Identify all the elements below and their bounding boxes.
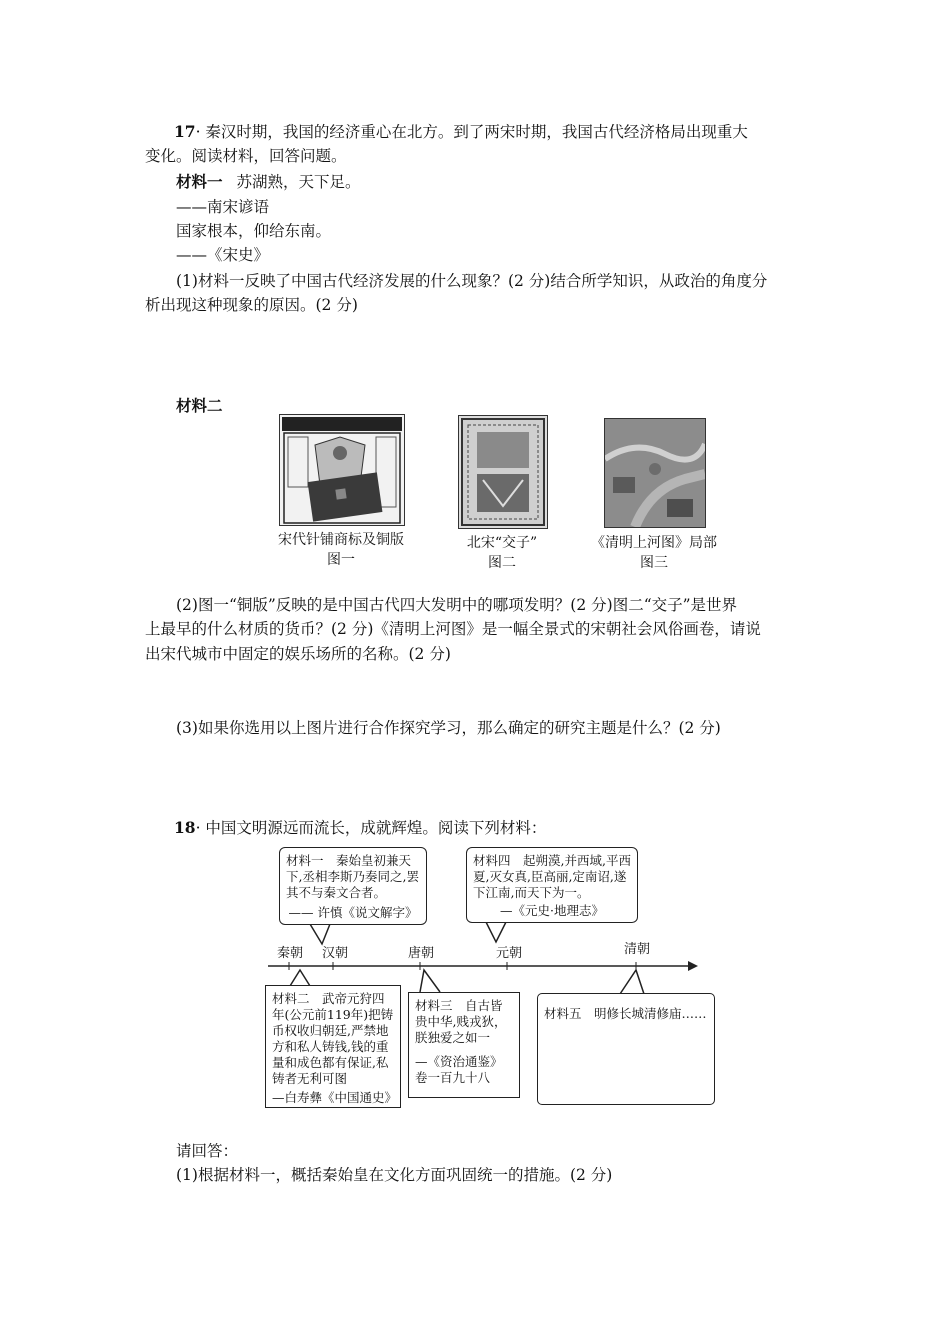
- q17-sub2-line1: (2)图一“铜版”反映的是中国古代四大发明中的哪项发明？(2 分)图二“交子”是世界: [176, 596, 738, 614]
- q18-number: 18: [174, 818, 196, 837]
- q18-stem-text: · 中国文明源远而流长，成就辉煌。阅读下列材料：: [195, 819, 547, 837]
- material1-source2: ——《宋史》: [176, 246, 270, 264]
- box1-pointer: [310, 924, 330, 944]
- figure1-caption: 宋代针铺商标及铜版: [278, 532, 404, 548]
- q17-sub2-line2: 上最早的什么材质的货币？(2 分)《清明上河图》是一幅全景式的宋朝社会风俗画卷，请说: [145, 620, 761, 638]
- material-box-5: [537, 993, 715, 1105]
- timeline-arrow: [688, 961, 698, 971]
- box1-source: —— 许慎《说文解字》: [288, 905, 418, 920]
- figure2-label: 图二: [488, 555, 516, 571]
- material-box-1: [279, 847, 427, 925]
- dynasty-qing: 清朝: [624, 942, 651, 957]
- q18-sub1: (1)根据材料一，概括秦始皇在文化方面巩固统一的措施。(2 分): [176, 1166, 613, 1184]
- box3-text: 材料三 自古皆贵中华,贱戎狄，朕独爱之如一: [415, 998, 507, 1045]
- box2-pointer: [290, 970, 310, 986]
- figure3-caption: 《清明上河图》局部: [591, 535, 717, 551]
- material-box-3: [408, 992, 520, 1098]
- material1-text2: 国家根本，仰给东南。: [176, 222, 332, 240]
- box2-text: 材料二 武帝元狩四年(公元前119年)把铸币权收归朝廷,严禁地方和私人铸钱,钱的重量和成色都有保证,私铸者无利可图: [272, 991, 394, 1086]
- box4-source: —《元史·地理志》: [500, 903, 604, 918]
- dynasty-han: 汉朝: [322, 946, 349, 961]
- q17-sub3: (3)如果你选用以上图片进行合作探究学习，那么确定的研究主题是什么？(2 分): [176, 719, 721, 737]
- dynasty-tang: 唐朝: [408, 946, 435, 961]
- dynasty-qin: 秦朝: [277, 946, 304, 961]
- q18-ask: 请回答：: [176, 1142, 239, 1160]
- box4-pointer: [486, 922, 506, 942]
- q17-stem-text: · 秦汉时期，我国的经济重心在北方。到了两宋时期，我国古代经济格局出现重大: [195, 123, 748, 141]
- q17-sub1-line2: 析出现这种现象的原因。(2 分): [145, 296, 358, 314]
- box5-text: 材料五 明修长城清修庙……: [544, 1006, 707, 1021]
- box1-text: 材料一 秦始皇初兼天下,丞相李斯乃奏同之,罢其不与秦文合者。: [286, 853, 419, 900]
- figure1-label: 图一: [327, 552, 355, 568]
- figure2-caption: 北宋“交子”: [466, 535, 538, 551]
- box4-text: 材料四 起朔漠,并西域,平西夏,灭女真,臣高丽,定南诏,遂下江南,而天下为一。: [473, 853, 631, 900]
- q17-stem-line2: 变化。阅读材料，回答问题。: [145, 147, 347, 165]
- box3-pointer: [420, 970, 440, 992]
- q17-number: 17: [174, 122, 196, 141]
- figure3-label: 图三: [640, 555, 668, 571]
- q17-sub1-line1: (1)材料一反映了中国古代经济发展的什么现象？(2 分)结合所学知识，从政治的角度分: [176, 272, 768, 290]
- q17-sub2-line3: 出宋代城市中固定的娱乐场所的名称。(2 分): [145, 645, 451, 663]
- dynasty-yuan: 元朝: [496, 946, 523, 961]
- material1-label: 材料一: [176, 172, 223, 191]
- box3-source: —《资治通鉴》卷一百九十八: [415, 1054, 503, 1085]
- box5-pointer: [620, 970, 644, 994]
- material2-label: 材料二: [176, 396, 223, 415]
- material-box-2: [265, 985, 401, 1108]
- box2-source: —白寿彝《中国通史》: [272, 1090, 398, 1105]
- material-box-4: [466, 847, 638, 923]
- material1-text: 苏湖熟，天下足。: [236, 173, 361, 191]
- material1-source: ——南宋谚语: [176, 198, 270, 216]
